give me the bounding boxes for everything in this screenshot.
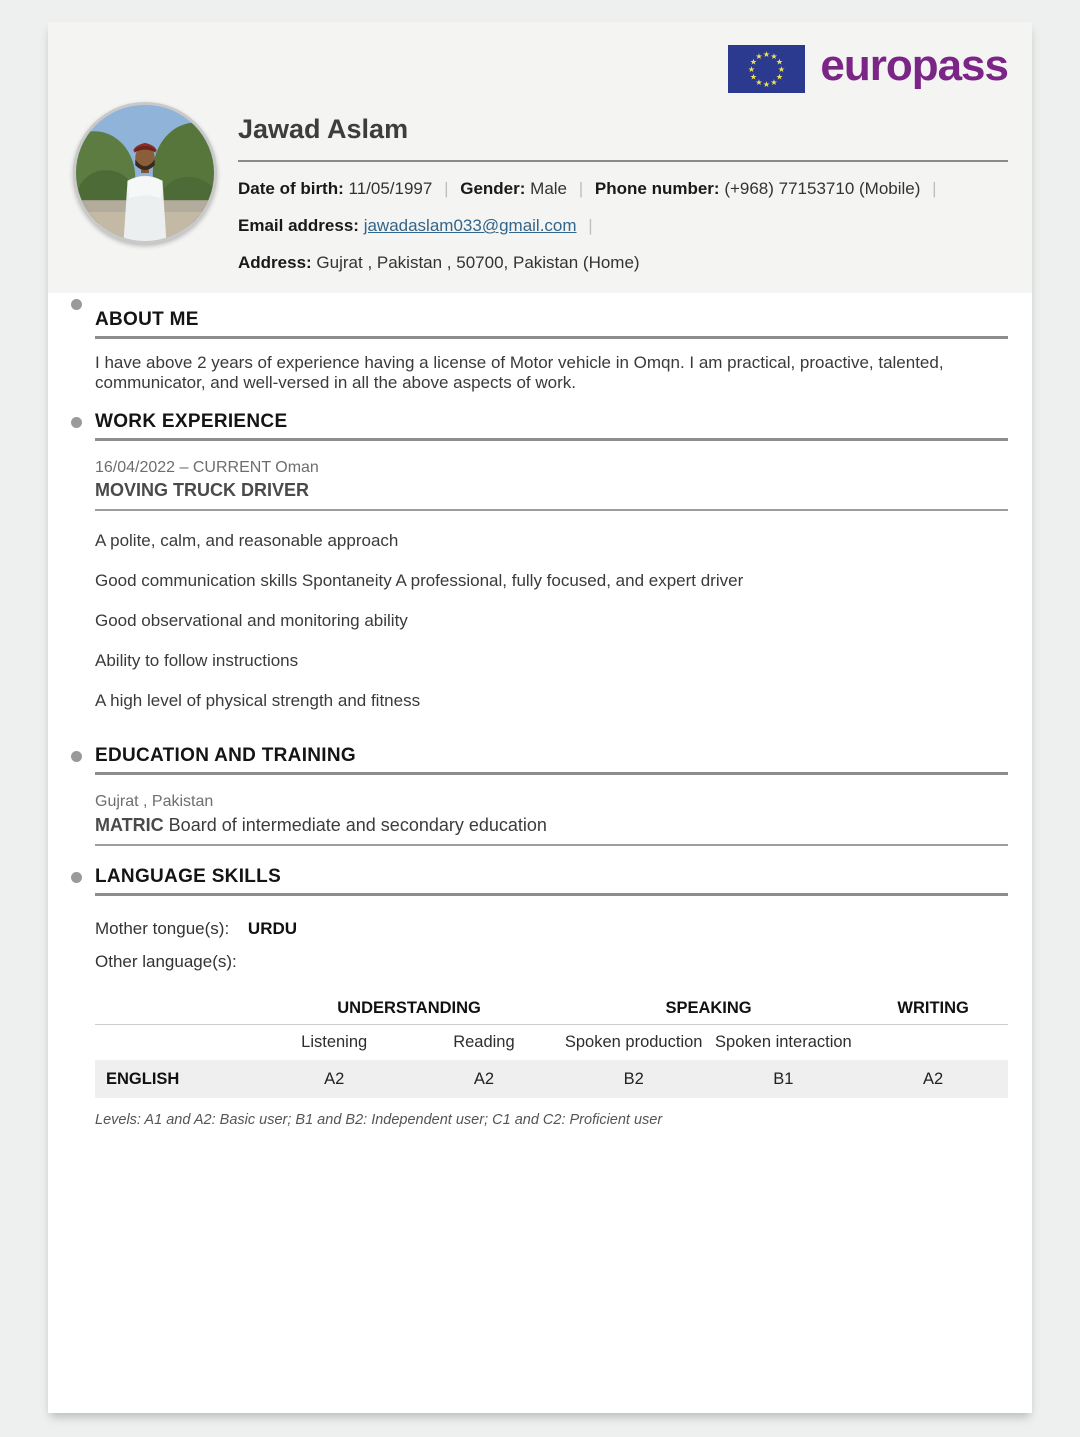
personal-info-row-1 (238, 178, 1008, 199)
field-separator: | (588, 216, 593, 236)
cv-header (48, 22, 1032, 293)
education-divider (95, 844, 1008, 846)
svg-text:★: ★ (750, 57, 758, 67)
table-subheader-row (95, 1024, 1008, 1060)
column-group-writing: WRITING (858, 993, 1008, 1024)
language-skills-table (95, 993, 1008, 1098)
language-skills-heading-row (95, 866, 1008, 888)
eu-flag-icon (728, 45, 805, 93)
job-title: MOVING TRUCK DRIVER (95, 480, 310, 500)
column-group-understanding: UNDERSTANDING (259, 993, 558, 1024)
svg-text:★: ★ (763, 80, 771, 89)
table-corner-cell (95, 993, 259, 1024)
field-separator: | (444, 179, 449, 199)
phone-value: (+968) 77153710 (Mobile) (724, 179, 921, 199)
education-title (95, 814, 1008, 836)
field-separator: | (932, 179, 937, 199)
level-spoken-production: B2 (559, 1060, 709, 1098)
mother-tongue-value: URDU (247, 919, 298, 938)
svg-text:★: ★ (750, 72, 758, 82)
education-location: Gujrat , Pakistan (95, 793, 214, 810)
phone-label: Phone number: (594, 179, 720, 199)
levels-explanation-note: Levels: A1 and A2: Basic user; B1 and B2: Independent user; C1 and C2: Proficient user (95, 1112, 663, 1128)
job-point: Good communication skills Spontaneity A professional, fully focused, and expert driver (95, 571, 744, 590)
gender-label: Gender: (460, 179, 526, 199)
cv-document (48, 22, 1032, 1413)
svg-text:★: ★ (755, 78, 763, 87)
section-divider (95, 772, 1008, 775)
identity-block (238, 114, 1008, 273)
svg-text:★: ★ (755, 52, 763, 61)
other-languages-label: Other language(s): (95, 952, 237, 971)
section-bullet-icon (71, 751, 82, 762)
personal-info-row-2 (238, 215, 1008, 236)
about-me-text: I have above 2 years of experience having a license of Motor vehicle in Omqn. I am practical, proactive, talented, communicator, and well-versed in all the above aspects of work. (95, 353, 944, 392)
column-spoken-production: Spoken production (564, 1032, 703, 1051)
address-label: Address: (238, 253, 312, 273)
column-listening: Listening (301, 1032, 368, 1051)
section-about-me (95, 293, 1008, 393)
dob-label: Date of birth: (238, 179, 344, 199)
field-separator: | (578, 179, 584, 199)
name-divider (238, 160, 1008, 162)
svg-text:★: ★ (770, 52, 778, 61)
personal-info (238, 178, 1008, 273)
level-spoken-interaction: B1 (709, 1060, 859, 1098)
job-point: Good observational and monitoring ability (95, 611, 408, 630)
column-group-speaking: SPEAKING (559, 993, 858, 1024)
section-education (95, 745, 1008, 846)
europass-logo (728, 41, 1008, 93)
section-bullet-icon (71, 299, 82, 310)
personal-info-row-3 (238, 252, 1008, 273)
mother-tongue-row (95, 919, 1008, 939)
table-group-header-row (95, 993, 1008, 1024)
education-institution: Board of intermediate and secondary education (168, 815, 547, 835)
work-experience-heading-row (95, 411, 1008, 433)
language-skills-heading: LANGUAGE SKILLS (95, 866, 282, 887)
education-heading: EDUCATION AND TRAINING (95, 745, 356, 766)
dob-value: 11/05/1997 (348, 179, 433, 199)
level-listening: A2 (259, 1060, 409, 1098)
section-work-experience (95, 411, 1008, 711)
column-reading: Reading (453, 1032, 515, 1051)
level-writing: A2 (858, 1060, 1008, 1098)
job-point: Ability to follow instructions (95, 651, 299, 670)
about-me-heading: ABOUT ME (95, 309, 199, 330)
email-link[interactable]: jawadaslam033@gmail.com (363, 216, 577, 236)
svg-text:★: ★ (763, 50, 771, 59)
email-label: Email address: (238, 216, 359, 236)
table-language-row (95, 1060, 1008, 1098)
language-name: ENGLISH (95, 1060, 259, 1098)
svg-text:★: ★ (748, 65, 756, 74)
section-divider (95, 438, 1008, 441)
address-value: Gujrat , Pakistan , 50700, Pakistan (Home) (316, 253, 640, 273)
table-empty-cell (95, 1024, 259, 1060)
profile-photo-image (76, 105, 214, 241)
job-divider (95, 509, 1008, 511)
profile-photo (73, 102, 217, 244)
table-empty-cell (858, 1024, 1008, 1060)
job-period-location: 16/04/2022 – CURRENT Oman (95, 459, 319, 476)
job-point: A high level of physical strength and fitness (95, 691, 421, 710)
svg-text:★: ★ (776, 72, 784, 82)
section-bullet-icon (71, 417, 82, 428)
about-me-heading-row (95, 293, 1008, 331)
person-name: Jawad Aslam (238, 114, 409, 144)
cv-body (48, 293, 1032, 1128)
svg-text:★: ★ (778, 65, 786, 74)
svg-text:★: ★ (776, 57, 784, 67)
svg-text:★: ★ (770, 78, 778, 87)
education-heading-row (95, 745, 1008, 767)
section-divider (95, 893, 1008, 896)
section-bullet-icon (71, 872, 82, 883)
europass-logo-text: europass (820, 41, 1008, 90)
job-point: A polite, calm, and reasonable approach (95, 531, 399, 550)
mother-tongue-label: Mother tongue(s): (95, 919, 230, 938)
column-spoken-interaction: Spoken interaction (715, 1032, 852, 1051)
section-language-skills (95, 866, 1008, 1128)
gender-value: Male (530, 179, 568, 199)
section-divider (95, 336, 1008, 339)
work-experience-heading: WORK EXPERIENCE (95, 411, 288, 432)
education-degree: MATRIC (95, 815, 164, 835)
level-reading: A2 (409, 1060, 559, 1098)
